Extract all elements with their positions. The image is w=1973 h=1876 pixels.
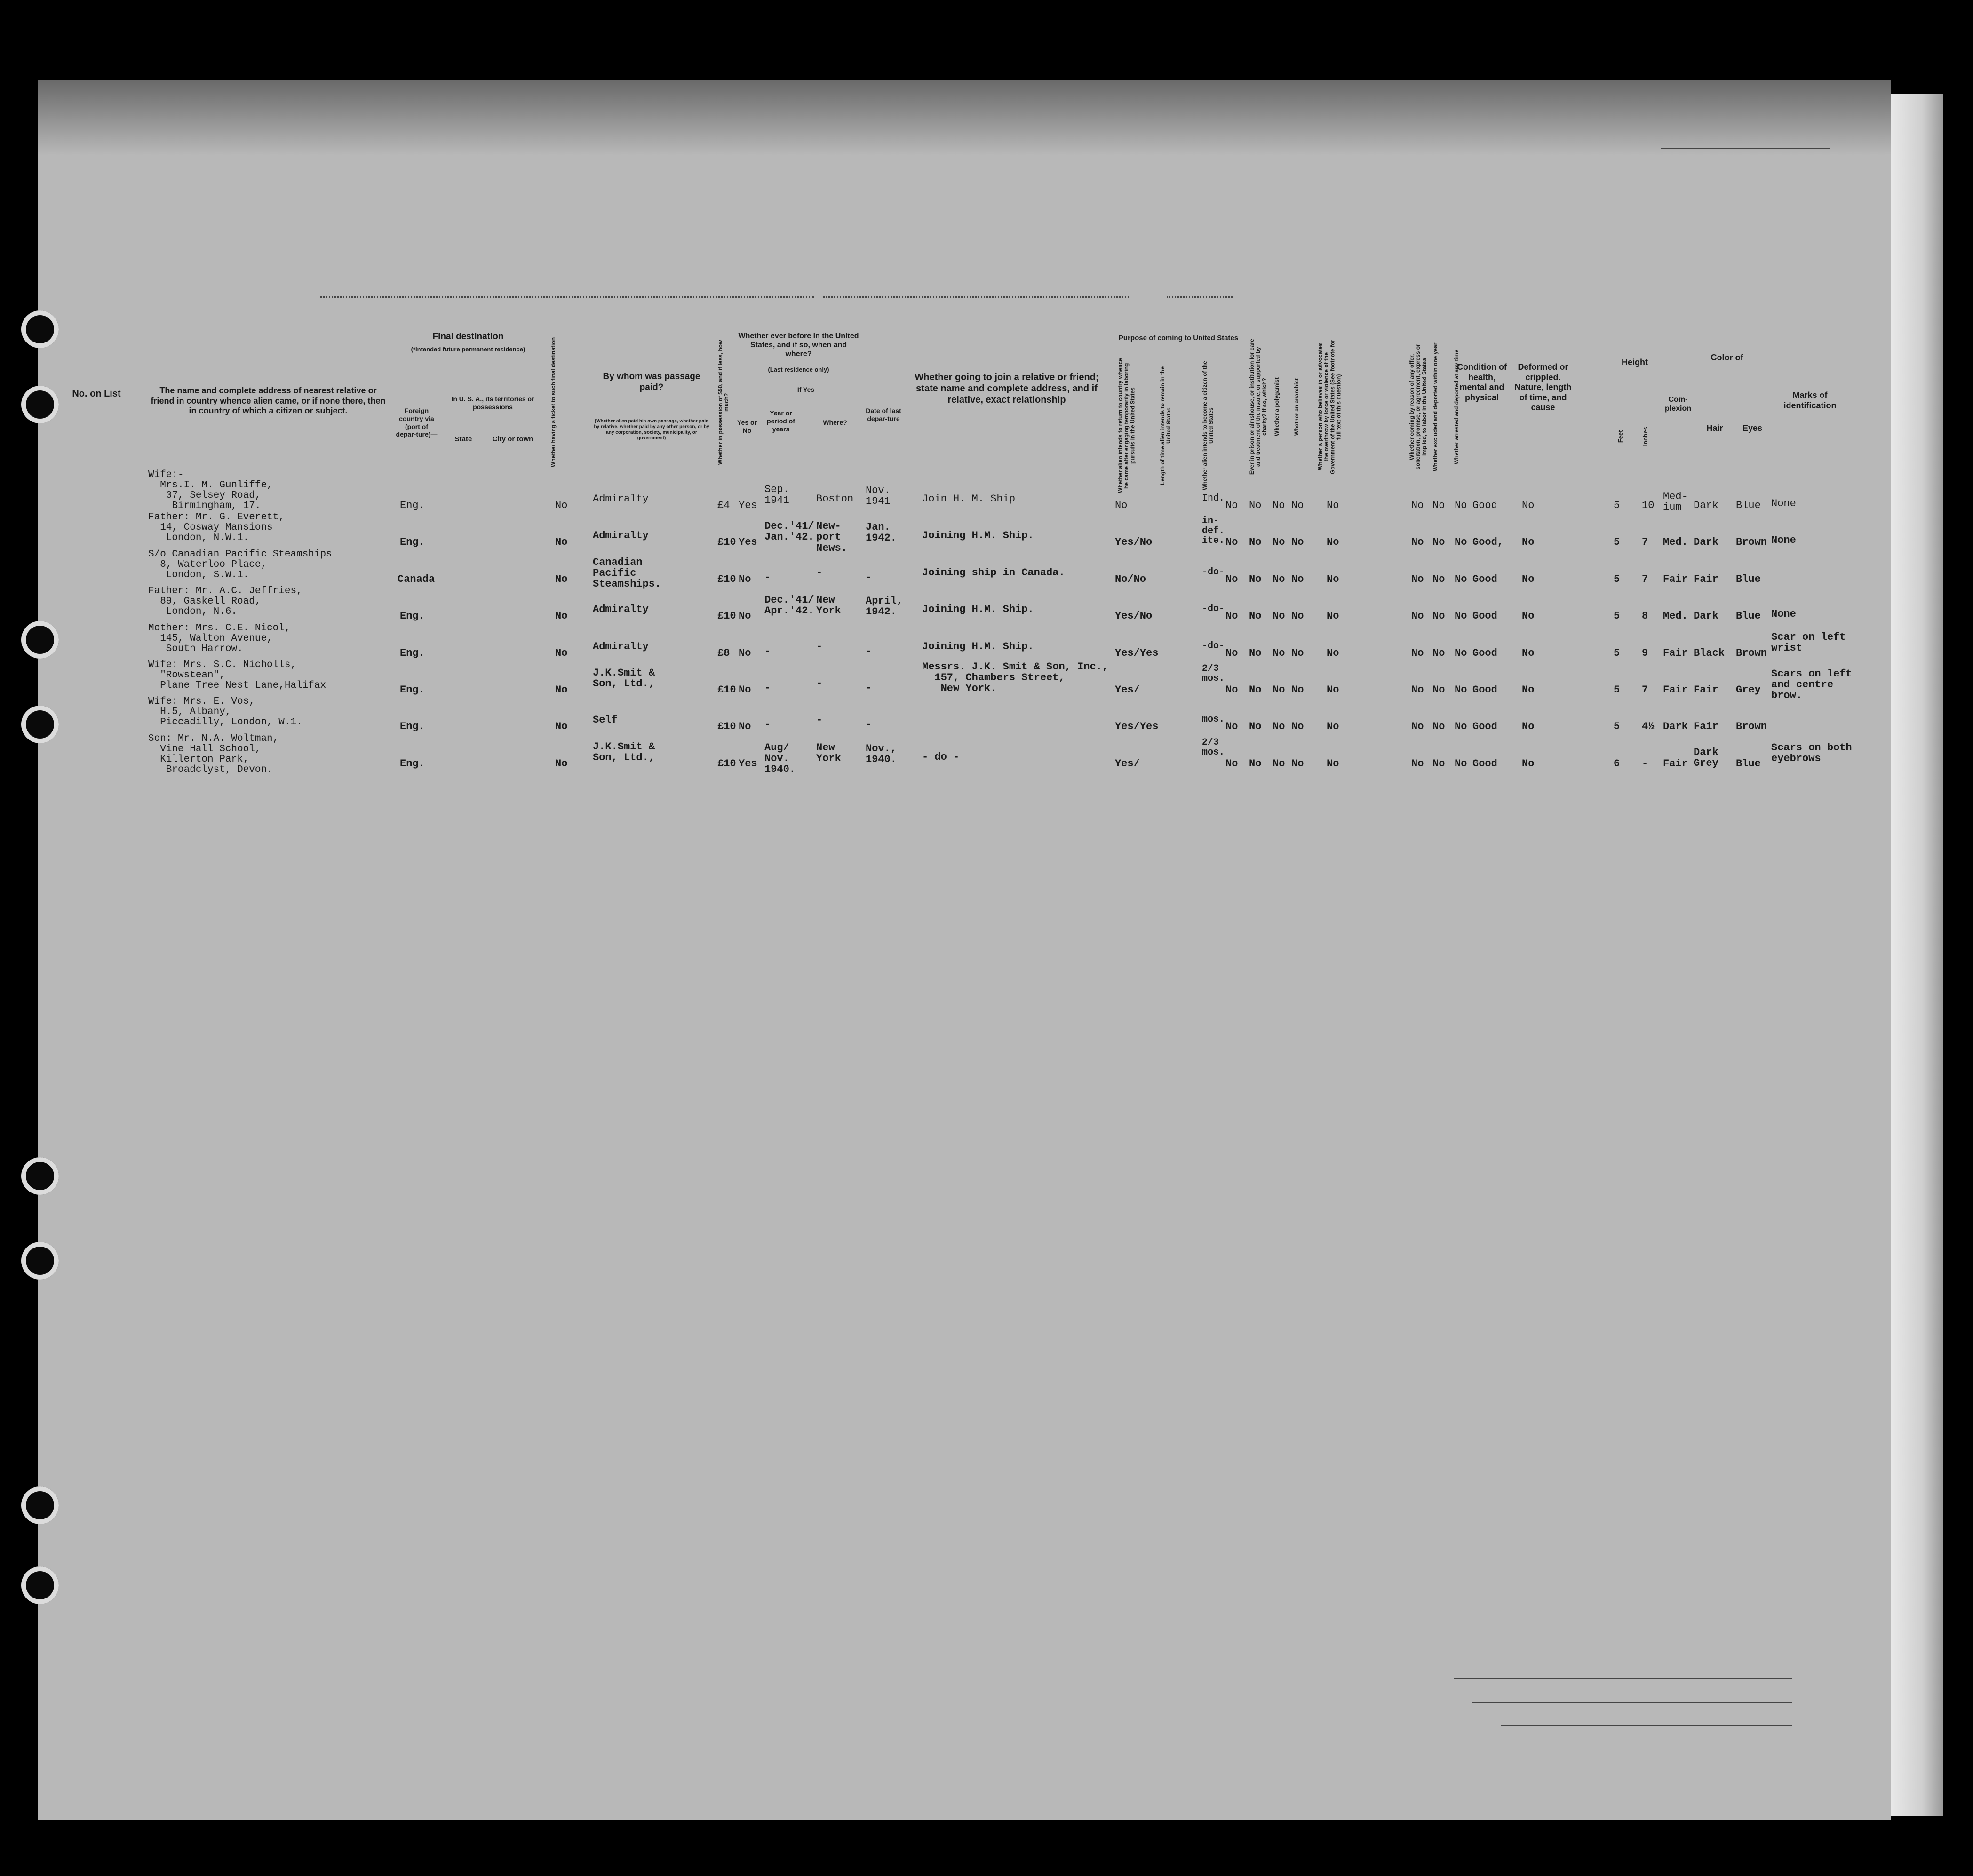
- row-hair: Fair: [1694, 721, 1718, 733]
- row-health: Good: [1472, 647, 1497, 659]
- row-feet: 5: [1614, 647, 1620, 659]
- date-line: [823, 296, 1129, 298]
- line-underline: [1454, 1678, 1792, 1679]
- header-hair: Hair: [1706, 423, 1723, 433]
- row-q31: No: [1455, 647, 1467, 659]
- header-feet: Feet: [1617, 430, 1624, 443]
- row-polygamist: No: [1273, 610, 1285, 622]
- row-complexion: Med- ium: [1663, 491, 1688, 514]
- row-hair: Dark: [1694, 610, 1718, 622]
- page-curl: [1891, 94, 1943, 1816]
- row-q31: No: [1455, 536, 1467, 548]
- row-health: Good: [1472, 757, 1497, 770]
- row-join: - do -: [922, 751, 960, 763]
- header-by-whom-note: (Whether alien paid his own passage, whether paid by relative, whether paid by any other person, or by any corporation, society, municipality, or government): [594, 419, 709, 441]
- row-foreign-country: Eng.: [400, 684, 425, 696]
- list-underline: [1661, 148, 1830, 149]
- row-q28: No: [1327, 684, 1339, 696]
- header-deformed: Deformed or crippled. Nature, length of time, and cause: [1514, 362, 1572, 413]
- row-health: Good,: [1472, 536, 1504, 548]
- row-q29: No: [1411, 721, 1424, 733]
- row-polygamist: No: [1273, 647, 1285, 659]
- row-anarchist: No: [1291, 721, 1304, 733]
- header-color-of: Color of—: [1710, 353, 1752, 362]
- row-relative: Wife: Mrs. S.C. Nicholls, "Rowstean", Plane Tree Nest Lane,Halifax: [148, 660, 326, 692]
- row-ever-yes: Yes: [739, 757, 757, 770]
- header-relative: The name and complete address of nearest relative or friend in country whence alien came, or if none there, then in country of which a citizen or subject.: [151, 386, 386, 416]
- row-relative: Father: Mr. G. Everett, 14, Cosway Mansions London, N.W.1.: [148, 512, 285, 544]
- row-ticket: No: [555, 684, 568, 696]
- row-foreign-country: Eng.: [400, 536, 425, 548]
- header-purpose: Purpose of coming to United States: [1118, 334, 1239, 342]
- header-date-last: Date of last depar-ture: [866, 407, 901, 422]
- row-foreign-country: Eng.: [400, 610, 425, 622]
- row-year: -: [764, 645, 771, 657]
- row-money: £10: [717, 684, 736, 696]
- header-marks: Marks of identification: [1783, 390, 1837, 410]
- row-marks: Scar on left wrist: [1771, 631, 1846, 654]
- row-purpose-c: No: [1225, 536, 1238, 548]
- row-hair: Dark Grey: [1694, 746, 1718, 769]
- row-prison: No: [1249, 573, 1262, 585]
- row-feet: 6: [1614, 757, 1620, 770]
- row-foreign-country: Eng.: [400, 647, 425, 659]
- row-marks: None: [1771, 608, 1796, 620]
- row-inches: 7: [1642, 536, 1648, 548]
- row-eyes: Blue: [1736, 757, 1761, 770]
- row-foreign-country: Eng.: [400, 721, 425, 733]
- row-prison: No: [1249, 610, 1262, 622]
- row-purpose-b: 2/3 mos.: [1202, 663, 1225, 684]
- header-purpose-b: Length of time alien intends to remain in the United States: [1159, 366, 1172, 485]
- sheet-shadow: [38, 80, 1891, 155]
- row-where: -: [816, 566, 823, 579]
- row-anarchist: No: [1291, 647, 1304, 659]
- row-ever-yes: No: [739, 684, 751, 696]
- row-anarchist: No: [1291, 573, 1304, 585]
- row-money: £4: [717, 500, 730, 511]
- row-date-last: Nov. 1941: [866, 485, 891, 508]
- row-deformed: No: [1522, 500, 1535, 511]
- row-q30: No: [1432, 536, 1445, 548]
- row-purpose-a: Yes/Yes: [1115, 647, 1159, 659]
- header-purpose-c: Whether alien intends to become a citizen of the United States: [1201, 361, 1215, 491]
- row-hair: Fair: [1694, 573, 1718, 585]
- row-year: -: [764, 719, 771, 731]
- row-inches: 9: [1642, 647, 1648, 659]
- row-join: Joining H.M. Ship.: [922, 530, 1034, 542]
- row-q30: No: [1432, 500, 1445, 511]
- row-eyes: Brown: [1736, 721, 1767, 733]
- header-ever-before: Whether ever before in the United States, and if so, when and where?: [738, 332, 859, 358]
- row-purpose-a: Yes/No: [1115, 610, 1153, 622]
- header-polygamist: Whether a polygamist: [1273, 377, 1280, 437]
- header-anarchist: Whether an anarchist: [1293, 378, 1300, 436]
- header-if-yes: If Yes—: [797, 386, 821, 393]
- row-ever-yes: No: [739, 573, 751, 585]
- row-hair: Fair: [1694, 684, 1718, 696]
- row-purpose-c: No: [1225, 610, 1238, 622]
- row-date-last: -: [866, 682, 872, 694]
- row-where: New- port News.: [816, 520, 848, 554]
- header-state: State: [454, 435, 472, 443]
- header-yes-no: Yes or No: [737, 419, 757, 434]
- port-line: [320, 296, 814, 298]
- header-final-destination-note: (*Intended future permanent residence): [411, 346, 525, 353]
- row-deformed: No: [1522, 610, 1535, 622]
- row-q30: No: [1432, 684, 1445, 696]
- row-foreign-country: Eng.: [400, 757, 425, 770]
- row-anarchist: No: [1291, 610, 1304, 622]
- row-ticket: No: [555, 536, 568, 548]
- row-where: Boston: [816, 493, 854, 505]
- row-prison: No: [1249, 536, 1262, 548]
- row-q28: No: [1327, 610, 1339, 622]
- row-year: -: [764, 571, 771, 583]
- row-ever-yes: Yes: [739, 500, 757, 511]
- row-prison: No: [1249, 500, 1262, 511]
- row-purpose-a: Yes/Yes: [1115, 721, 1159, 733]
- row-purpose-c: No: [1225, 500, 1238, 511]
- row-q28: No: [1327, 757, 1339, 770]
- row-ticket: No: [555, 573, 568, 585]
- row-deformed: No: [1522, 573, 1535, 585]
- row-ticket: No: [555, 500, 568, 511]
- row-polygamist: No: [1273, 500, 1285, 511]
- row-marks: Scars on both eyebrows: [1771, 741, 1852, 764]
- row-complexion: Fair: [1663, 757, 1688, 770]
- row-polygamist: No: [1273, 721, 1285, 733]
- year-line: [1167, 296, 1233, 298]
- row-q29: No: [1411, 500, 1424, 511]
- row-deformed: No: [1522, 536, 1535, 548]
- row-q29: No: [1411, 536, 1424, 548]
- row-q28: No: [1327, 573, 1339, 585]
- row-paid-by: J.K.Smit & Son, Ltd.,: [593, 667, 655, 690]
- row-eyes: Blue: [1736, 500, 1761, 511]
- row-prison: No: [1249, 684, 1262, 696]
- row-q31: No: [1455, 684, 1467, 696]
- row-feet: 5: [1614, 536, 1620, 548]
- row-feet: 5: [1614, 573, 1620, 585]
- row-money: £10: [717, 573, 736, 585]
- row-complexion: Med.: [1663, 536, 1688, 548]
- header-ticket: Whether having a ticket to such final destination: [550, 337, 557, 468]
- row-marks: None: [1771, 534, 1796, 547]
- row-where: -: [816, 714, 823, 726]
- row-purpose-c: No: [1225, 647, 1238, 659]
- row-purpose-c: No: [1225, 573, 1238, 585]
- row-money: £10: [717, 721, 736, 733]
- row-q30: No: [1432, 757, 1445, 770]
- row-polygamist: No: [1273, 684, 1285, 696]
- row-paid-by: Self: [593, 714, 618, 726]
- header-eyes: Eyes: [1742, 423, 1763, 433]
- row-ticket: No: [555, 610, 568, 622]
- row-purpose-c: No: [1225, 684, 1238, 696]
- row-q29: No: [1411, 610, 1424, 622]
- row-relative: Father: Mr. A.C. Jeffries, 89, Gaskell Road, London, N.6.: [148, 586, 302, 618]
- header-q28: Whether a person who believes in or advocates the overthrow by force or violence of the Government of the United States (See footnote for full text of this question): [1317, 339, 1342, 475]
- header-q30: Whether excluded and deported within one year: [1432, 342, 1439, 471]
- row-purpose-a: No: [1115, 500, 1128, 511]
- row-inches: 8: [1642, 610, 1648, 622]
- row-join: Join H. M. Ship: [922, 493, 1016, 505]
- header-final-destination: Final destination: [432, 332, 504, 342]
- row-feet: 5: [1614, 500, 1620, 511]
- row-paid-by: Admiralty: [593, 530, 649, 542]
- row-prison: No: [1249, 757, 1262, 770]
- row-purpose-a: Yes/: [1115, 684, 1140, 696]
- row-marks: None: [1771, 498, 1796, 509]
- row-paid-by: Canadian Pacific Steamships.: [593, 556, 661, 590]
- row-q29: No: [1411, 647, 1424, 659]
- row-health: Good: [1472, 500, 1497, 511]
- row-join: Messrs. J.K. Smit & Son, Inc., 157, Chambers Street, New York.: [922, 661, 1109, 695]
- row-complexion: Fair: [1663, 573, 1688, 585]
- row-date-last: Nov., 1940.: [866, 742, 897, 765]
- row-ticket: No: [555, 721, 568, 733]
- row-purpose-b: 2/3 mos.: [1202, 737, 1225, 758]
- row-eyes: Brown: [1736, 647, 1767, 659]
- row-paid-by: Admiralty: [593, 493, 649, 505]
- row-money: £10: [717, 536, 736, 548]
- row-inches: -: [1642, 757, 1648, 770]
- row-relative: Son: Mr. N.A. Woltman, Vine Hall School, Killerton Park, Broadclyst, Devon.: [148, 733, 279, 775]
- row-q28: No: [1327, 500, 1339, 511]
- row-foreign-country: Canada: [398, 573, 435, 585]
- header-purpose-a: Whether alien intends to return to country whence he came after engaging temporarily in laboring pursuits in the United States: [1117, 358, 1136, 493]
- row-polygamist: No: [1273, 757, 1285, 770]
- row-feet: 5: [1614, 684, 1620, 696]
- row-q30: No: [1432, 647, 1445, 659]
- row-year: Sep. 1941: [764, 484, 789, 507]
- row-paid-by: J.K.Smit & Son, Ltd.,: [593, 740, 655, 763]
- row-health: Good: [1472, 573, 1497, 585]
- row-deformed: No: [1522, 684, 1535, 696]
- row-q29: No: [1411, 757, 1424, 770]
- row-complexion: Med.: [1663, 610, 1688, 622]
- row-anarchist: No: [1291, 757, 1304, 770]
- row-eyes: Blue: [1736, 573, 1761, 585]
- row-money: £10: [717, 610, 736, 622]
- row-q28: No: [1327, 536, 1339, 548]
- row-feet: 5: [1614, 610, 1620, 622]
- header-usa: In U. S. A., its territories or possessions: [451, 395, 534, 411]
- row-inches: 7: [1642, 573, 1648, 585]
- header-where: Where?: [823, 419, 847, 426]
- row-anarchist: No: [1291, 536, 1304, 548]
- row-paid-by: Admiralty: [593, 604, 649, 616]
- row-purpose-c: No: [1225, 721, 1238, 733]
- row-q31: No: [1455, 573, 1467, 585]
- row-year: Aug/ Nov. 1940.: [764, 741, 796, 775]
- row-hair: Dark: [1694, 536, 1718, 548]
- header-prison: Ever in prison or almshouse, or institution for care and treatment of the insane, or supported by charity? If so, which?: [1249, 339, 1268, 475]
- row-money: £8: [717, 647, 730, 659]
- manifest-table: [47, 301, 1852, 1628]
- row-anarchist: No: [1291, 500, 1304, 511]
- row-purpose-a: Yes/No: [1115, 536, 1153, 548]
- row-feet: 5: [1614, 721, 1620, 733]
- row-prison: No: [1249, 647, 1262, 659]
- header-by-whom: By whom was passage paid?: [603, 372, 700, 392]
- header-year-period: Year or period of years: [767, 409, 795, 433]
- row-polygamist: No: [1273, 536, 1285, 548]
- row-where: -: [816, 640, 823, 652]
- row-marks: Scars on left and centre brow.: [1771, 668, 1852, 702]
- header-height: Height: [1622, 358, 1648, 367]
- header-health: Condition of health, mental and physical: [1457, 362, 1507, 402]
- row-deformed: No: [1522, 757, 1535, 770]
- row-health: Good: [1472, 721, 1497, 733]
- row-hair: Black: [1694, 647, 1725, 659]
- row-q28: No: [1327, 647, 1339, 659]
- row-hair: Dark: [1694, 500, 1718, 511]
- row-ever-yes: No: [739, 610, 751, 622]
- row-year: -: [764, 682, 771, 694]
- row-paid-by: Admiralty: [593, 640, 649, 652]
- row-relative: Mother: Mrs. C.E. Nicol, 145, Walton Avenue, South Harrow.: [148, 622, 291, 654]
- row-q31: No: [1455, 721, 1467, 733]
- row-q31: No: [1455, 757, 1467, 770]
- row-complexion: Fair: [1663, 647, 1688, 659]
- row-purpose-b: -do-: [1202, 604, 1225, 615]
- row-purpose-b: mos.: [1202, 714, 1225, 725]
- row-relative: Wife:- Mrs.I. M. Gunliffe, 37, Selsey Road, Birmingham, 17.: [148, 469, 273, 512]
- row-q31: No: [1455, 610, 1467, 622]
- row-where: -: [816, 677, 823, 689]
- row-join: Joining ship in Canada.: [922, 566, 1065, 579]
- row-relative: Wife: Mrs. E. Vos, H.5, Albany, Piccadilly, London, W.1.: [148, 696, 302, 728]
- row-eyes: Blue: [1736, 610, 1761, 622]
- row-eyes: Brown: [1736, 536, 1767, 548]
- row-deformed: No: [1522, 647, 1535, 659]
- row-date-last: April, 1942.: [866, 595, 903, 618]
- row-year: Dec.'41/ Apr.'42.: [764, 594, 814, 617]
- row-purpose-b: in- def. ite.: [1202, 516, 1225, 547]
- row-date-last: -: [866, 645, 872, 657]
- row-date-last: -: [866, 571, 872, 583]
- owners-underline: [1472, 1702, 1792, 1703]
- row-ever-yes: No: [739, 647, 751, 659]
- row-complexion: Dark: [1663, 721, 1688, 733]
- row-join: Joining H.M. Ship.: [922, 640, 1034, 652]
- row-purpose-b: -do-: [1202, 640, 1225, 652]
- row-q29: No: [1411, 573, 1424, 585]
- row-health: Good: [1472, 684, 1497, 696]
- row-ever-yes: No: [739, 721, 751, 733]
- row-purpose-b: -do-: [1202, 566, 1225, 578]
- header-city: City or town: [492, 435, 533, 443]
- header-ever-before-note: (Last residence only): [768, 366, 829, 373]
- row-ticket: No: [555, 757, 568, 770]
- header-foreign-country: Foreign country via (port of depar-ture)—: [396, 407, 438, 438]
- row-money: £10: [717, 757, 736, 770]
- row-q30: No: [1432, 573, 1445, 585]
- row-ever-yes: Yes: [739, 536, 757, 548]
- row-where: New York: [816, 594, 841, 617]
- row-q31: No: [1455, 500, 1467, 511]
- row-deformed: No: [1522, 721, 1535, 733]
- row-relative: S/o Canadian Pacific Steamships 8, Waterloo Place, London, S.W.1.: [148, 548, 332, 580]
- row-foreign-country: Eng.: [400, 500, 425, 511]
- row-date-last: -: [866, 719, 872, 731]
- header-no-on-list: No. on List: [72, 389, 121, 399]
- row-purpose-a: No/No: [1115, 573, 1146, 585]
- row-join: Joining H.M. Ship.: [922, 604, 1034, 616]
- row-ticket: No: [555, 647, 568, 659]
- row-q30: No: [1432, 721, 1445, 733]
- row-inches: 4½: [1642, 721, 1655, 733]
- row-complexion: Fair: [1663, 684, 1688, 696]
- row-purpose-c: No: [1225, 757, 1238, 770]
- row-prison: No: [1249, 721, 1262, 733]
- header-inches: Inches: [1642, 427, 1649, 446]
- row-polygamist: No: [1273, 573, 1285, 585]
- row-purpose-b: Ind.: [1202, 493, 1225, 504]
- agents-underline: [1501, 1725, 1792, 1726]
- header-complexion: Com-plexion: [1664, 396, 1691, 413]
- row-inches: 10: [1642, 500, 1655, 511]
- header-join-relative: Whether going to join a relative or friend; state name and complete address, and if relative, exact relationship: [915, 372, 1099, 405]
- row-anarchist: No: [1291, 684, 1304, 696]
- row-q29: No: [1411, 684, 1424, 696]
- row-inches: 7: [1642, 684, 1648, 696]
- row-year: Dec.'41/ Jan.'42.: [764, 520, 814, 543]
- header-q29: Whether coming by reason of any offer, solicitation, promise, or agreement, express or implied, to labor in the United States: [1408, 344, 1428, 470]
- row-eyes: Grey: [1736, 684, 1761, 696]
- header-q31: Whether arrested and deported at any time: [1453, 349, 1460, 465]
- row-purpose-a: Yes/: [1115, 757, 1140, 770]
- row-where: New York: [816, 741, 841, 764]
- row-health: Good: [1472, 610, 1497, 622]
- header-possession: Whether in possession of $50, and if less, how much?: [717, 340, 730, 465]
- row-q30: No: [1432, 610, 1445, 622]
- row-date-last: Jan. 1942.: [866, 521, 897, 544]
- row-q28: No: [1327, 721, 1339, 733]
